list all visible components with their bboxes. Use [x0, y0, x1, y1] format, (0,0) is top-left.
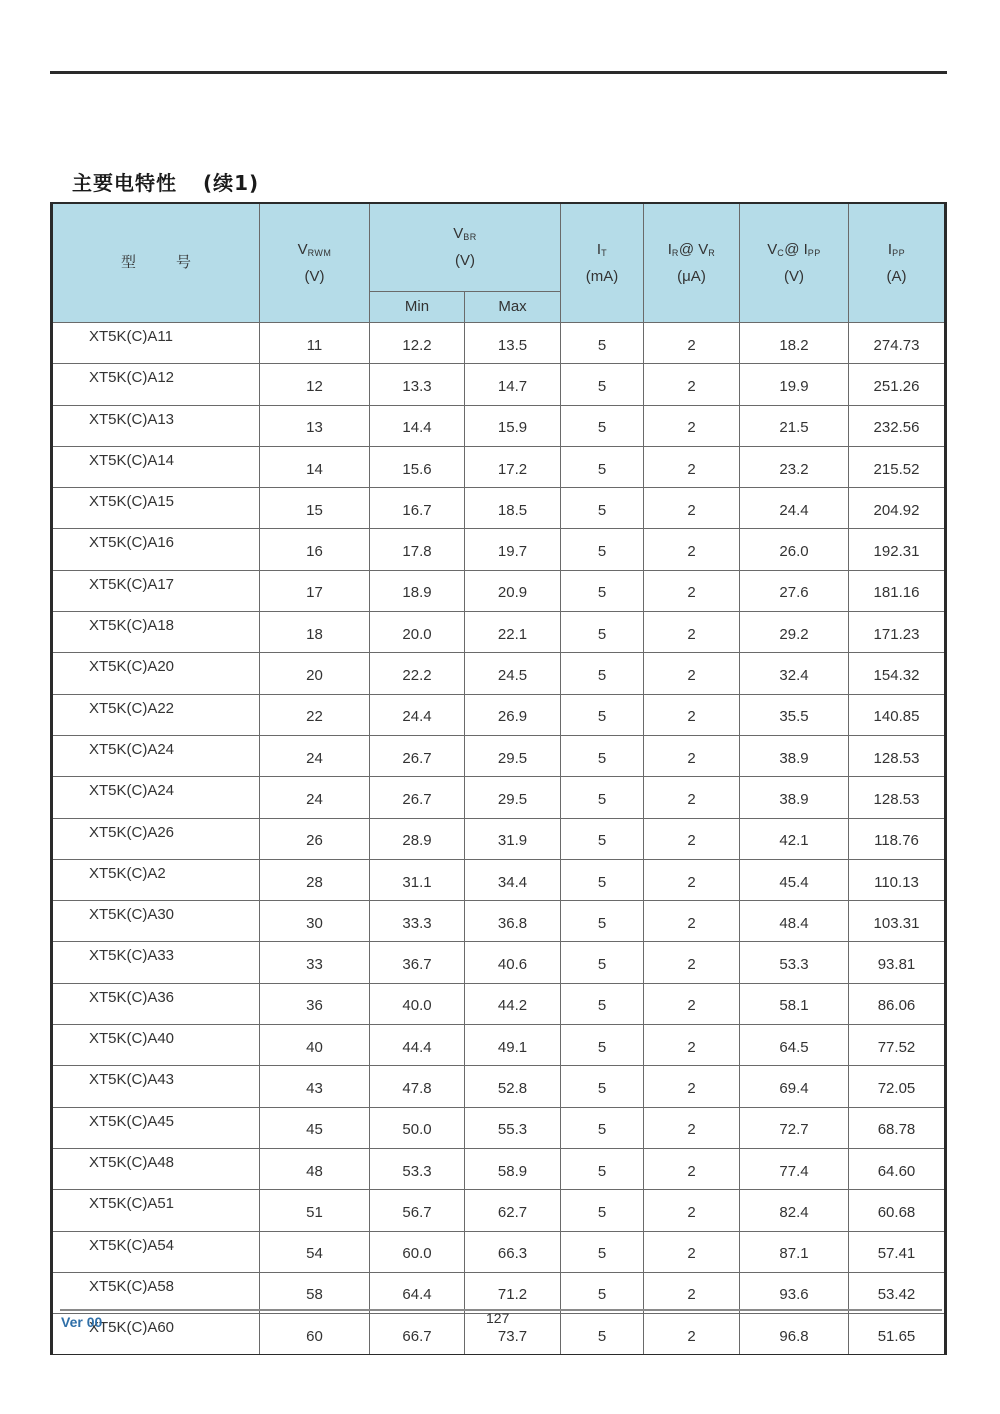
table-row [52, 1231, 946, 1272]
cell-model: XT5K(C)A20 [52, 653, 260, 694]
cell-vc: 42.1 [740, 818, 849, 859]
cell-ipp: 204.92 [849, 488, 946, 529]
cell-vc: 72.7 [740, 1107, 849, 1148]
cell-vbr-min: 44.4 [370, 1025, 465, 1066]
cell-it: 5 [561, 1107, 644, 1148]
cell-vrwm: 16 [260, 529, 370, 570]
cell-vc: 82.4 [740, 1190, 849, 1231]
table-header [52, 203, 946, 323]
cell-it: 5 [561, 694, 644, 735]
cell-vc: 27.6 [740, 570, 849, 611]
header-vc: $V_C@$ $I_{PP}$ (V) [740, 203, 849, 323]
cell-vc: 96.8 [740, 1314, 849, 1355]
cell-ir: 2 [644, 983, 740, 1024]
cell-it: 5 [561, 653, 644, 694]
cell-vrwm: 17 [260, 570, 370, 611]
cell-vc: 48.4 [740, 901, 849, 942]
cell-vbr-max: 22.1 [465, 612, 561, 653]
cell-vbr-min: 64.4 [370, 1272, 465, 1313]
cell-vbr-min: 22.2 [370, 653, 465, 694]
cell-vc: 21.5 [740, 405, 849, 446]
cell-vc: 23.2 [740, 446, 849, 487]
cell-model: XT5K(C)A26 [52, 818, 260, 859]
cell-vrwm: 48 [260, 1148, 370, 1189]
cell-ir: 2 [644, 1272, 740, 1313]
cell-ipp: 64.60 [849, 1148, 946, 1189]
cell-vbr-min: 15.6 [370, 446, 465, 487]
table-row [52, 1190, 946, 1231]
cell-ir: 2 [644, 570, 740, 611]
cell-ipp: 72.05 [849, 1066, 946, 1107]
cell-model: XT5K(C)A11 [52, 323, 260, 364]
cell-ipp: 77.52 [849, 1025, 946, 1066]
cell-model: XT5K(C)A18 [52, 612, 260, 653]
cell-vrwm: 45 [260, 1107, 370, 1148]
cell-vbr-min: 47.8 [370, 1066, 465, 1107]
cell-vrwm: 40 [260, 1025, 370, 1066]
cell-it: 5 [561, 735, 644, 776]
cell-ir: 2 [644, 405, 740, 446]
header-vbr: $V_{BR}$ (V) [370, 203, 561, 292]
cell-ipp: 86.06 [849, 983, 946, 1024]
header-vbr-min: Min [370, 292, 465, 323]
cell-vbr-max: 24.5 [465, 653, 561, 694]
cell-model: XT5K(C)A24 [52, 777, 260, 818]
table-row [52, 818, 946, 859]
cell-model: XT5K(C)A12 [52, 364, 260, 405]
cell-it: 5 [561, 859, 644, 900]
cell-vc: 69.4 [740, 1066, 849, 1107]
cell-ir: 2 [644, 446, 740, 487]
cell-ipp: 60.68 [849, 1190, 946, 1231]
cell-model: XT5K(C)A40 [52, 1025, 260, 1066]
cell-vc: 45.4 [740, 859, 849, 900]
cell-vbr-max: 29.5 [465, 777, 561, 818]
cell-vbr-min: 24.4 [370, 694, 465, 735]
cell-vbr-min: 12.2 [370, 323, 465, 364]
table-row [52, 1272, 946, 1313]
cell-vbr-min: 40.0 [370, 983, 465, 1024]
cell-model: XT5K(C)A48 [52, 1148, 260, 1189]
cell-vc: 32.4 [740, 653, 849, 694]
cell-it: 5 [561, 529, 644, 570]
cell-ipp: 68.78 [849, 1107, 946, 1148]
cell-ir: 2 [644, 364, 740, 405]
cell-it: 5 [561, 570, 644, 611]
cell-model: XT5K(C)A2 [52, 859, 260, 900]
table-row [52, 694, 946, 735]
cell-ipp: 140.85 [849, 694, 946, 735]
header-vbr-max: Max [465, 292, 561, 323]
cell-vbr-max: 26.9 [465, 694, 561, 735]
cell-ir: 2 [644, 653, 740, 694]
cell-ir: 2 [644, 1148, 740, 1189]
cell-ir: 2 [644, 735, 740, 776]
cell-vrwm: 22 [260, 694, 370, 735]
cell-ir: 2 [644, 1066, 740, 1107]
cell-vbr-min: 18.9 [370, 570, 465, 611]
cell-ipp: 53.42 [849, 1272, 946, 1313]
cell-ipp: 57.41 [849, 1231, 946, 1272]
cell-vbr-min: 17.8 [370, 529, 465, 570]
cell-vrwm: 43 [260, 1066, 370, 1107]
table-row [52, 323, 946, 364]
cell-vc: 18.2 [740, 323, 849, 364]
cell-it: 5 [561, 901, 644, 942]
cell-vbr-max: 66.3 [465, 1231, 561, 1272]
cell-it: 5 [561, 1148, 644, 1189]
cell-ir: 2 [644, 901, 740, 942]
cell-ir: 2 [644, 488, 740, 529]
cell-ir: 2 [644, 1025, 740, 1066]
cell-ipp: 181.16 [849, 570, 946, 611]
cell-ipp: 171.23 [849, 612, 946, 653]
section-title-continued: (续1) [203, 171, 260, 195]
cell-vbr-min: 26.7 [370, 777, 465, 818]
cell-vbr-max: 55.3 [465, 1107, 561, 1148]
cell-vrwm: 15 [260, 488, 370, 529]
cell-ipp: 251.26 [849, 364, 946, 405]
cell-vc: 53.3 [740, 942, 849, 983]
cell-ipp: 128.53 [849, 735, 946, 776]
cell-ipp: 103.31 [849, 901, 946, 942]
cell-vbr-max: 20.9 [465, 570, 561, 611]
cell-model: XT5K(C)A30 [52, 901, 260, 942]
cell-vrwm: 11 [260, 323, 370, 364]
cell-model: XT5K(C)A22 [52, 694, 260, 735]
cell-vbr-max: 31.9 [465, 818, 561, 859]
cell-ir: 2 [644, 859, 740, 900]
header-it: $I_T$ (mA) [561, 203, 644, 323]
cell-ir: 2 [644, 942, 740, 983]
cell-vrwm: 54 [260, 1231, 370, 1272]
cell-vbr-max: 36.8 [465, 901, 561, 942]
cell-vbr-min: 66.7 [370, 1314, 465, 1355]
cell-model: XT5K(C)A24 [52, 735, 260, 776]
cell-model: XT5K(C)A16 [52, 529, 260, 570]
cell-vbr-max: 14.7 [465, 364, 561, 405]
cell-it: 5 [561, 364, 644, 405]
cell-ipp: 274.73 [849, 323, 946, 364]
cell-model: XT5K(C)A13 [52, 405, 260, 446]
header-ir: $I_R@$ $V_R$ (μA) [644, 203, 740, 323]
cell-vrwm: 13 [260, 405, 370, 446]
cell-it: 5 [561, 777, 644, 818]
cell-vrwm: 28 [260, 859, 370, 900]
cell-model: XT5K(C)A33 [52, 942, 260, 983]
cell-ir: 2 [644, 694, 740, 735]
table-row [52, 570, 946, 611]
cell-vbr-min: 16.7 [370, 488, 465, 529]
cell-vbr-max: 40.6 [465, 942, 561, 983]
cell-vbr-min: 31.1 [370, 859, 465, 900]
cell-it: 5 [561, 1231, 644, 1272]
cell-vrwm: 14 [260, 446, 370, 487]
cell-model: XT5K(C)A60 [52, 1314, 260, 1355]
cell-it: 5 [561, 1272, 644, 1313]
cell-vc: 24.4 [740, 488, 849, 529]
cell-vc: 35.5 [740, 694, 849, 735]
table-row [52, 1066, 946, 1107]
cell-vrwm: 26 [260, 818, 370, 859]
cell-it: 5 [561, 323, 644, 364]
cell-ipp: 118.76 [849, 818, 946, 859]
cell-it: 5 [561, 1190, 644, 1231]
table-row [52, 529, 946, 570]
cell-vbr-min: 53.3 [370, 1148, 465, 1189]
cell-vbr-max: 34.4 [465, 859, 561, 900]
cell-it: 5 [561, 488, 644, 529]
cell-vbr-max: 44.2 [465, 983, 561, 1024]
cell-ipp: 110.13 [849, 859, 946, 900]
cell-vbr-min: 33.3 [370, 901, 465, 942]
cell-vbr-min: 60.0 [370, 1231, 465, 1272]
cell-vc: 93.6 [740, 1272, 849, 1313]
cell-vrwm: 33 [260, 942, 370, 983]
cell-model: XT5K(C)A14 [52, 446, 260, 487]
cell-vc: 87.1 [740, 1231, 849, 1272]
cell-vbr-max: 18.5 [465, 488, 561, 529]
cell-ir: 2 [644, 529, 740, 570]
cell-vc: 26.0 [740, 529, 849, 570]
page-number: 127 [486, 1310, 510, 1326]
cell-vrwm: 30 [260, 901, 370, 942]
cell-vbr-min: 26.7 [370, 735, 465, 776]
cell-ir: 2 [644, 323, 740, 364]
cell-ipp: 232.56 [849, 405, 946, 446]
cell-vrwm: 60 [260, 1314, 370, 1355]
cell-it: 5 [561, 983, 644, 1024]
cell-vc: 58.1 [740, 983, 849, 1024]
cell-it: 5 [561, 942, 644, 983]
cell-vrwm: 24 [260, 777, 370, 818]
table-row [52, 983, 946, 1024]
cell-ipp: 215.52 [849, 446, 946, 487]
cell-vrwm: 58 [260, 1272, 370, 1313]
table-row [52, 653, 946, 694]
cell-vrwm: 24 [260, 735, 370, 776]
cell-vrwm: 20 [260, 653, 370, 694]
cell-ipp: 51.65 [849, 1314, 946, 1355]
cell-vbr-min: 13.3 [370, 364, 465, 405]
cell-vc: 77.4 [740, 1148, 849, 1189]
cell-vbr-max: 62.7 [465, 1190, 561, 1231]
cell-vbr-max: 19.7 [465, 529, 561, 570]
cell-vc: 64.5 [740, 1025, 849, 1066]
cell-model: XT5K(C)A43 [52, 1066, 260, 1107]
cell-ir: 2 [644, 1190, 740, 1231]
table-row [52, 488, 946, 529]
table-row [52, 364, 946, 405]
cell-vbr-min: 20.0 [370, 612, 465, 653]
cell-it: 5 [561, 1025, 644, 1066]
table-row [52, 901, 946, 942]
table-row [52, 777, 946, 818]
cell-ir: 2 [644, 777, 740, 818]
cell-model: XT5K(C)A54 [52, 1231, 260, 1272]
version-label: Ver 00 [61, 1314, 103, 1330]
cell-model: XT5K(C)A17 [52, 570, 260, 611]
cell-vc: 38.9 [740, 735, 849, 776]
cell-it: 5 [561, 818, 644, 859]
cell-vbr-max: 73.7 [465, 1314, 561, 1355]
cell-model: XT5K(C)A15 [52, 488, 260, 529]
table-row [52, 735, 946, 776]
cell-ir: 2 [644, 818, 740, 859]
table-row [52, 446, 946, 487]
table-body [52, 323, 946, 1355]
header-vrwm: $V_{RWM}$ (V) [260, 203, 370, 323]
table-row [52, 1148, 946, 1189]
cell-model: XT5K(C)A36 [52, 983, 260, 1024]
cell-vrwm: 36 [260, 983, 370, 1024]
cell-it: 5 [561, 1314, 644, 1355]
cell-ipp: 154.32 [849, 653, 946, 694]
section-title [72, 167, 259, 196]
cell-vrwm: 51 [260, 1190, 370, 1231]
cell-vbr-min: 28.9 [370, 818, 465, 859]
electrical-characteristics-table [50, 202, 947, 1355]
cell-it: 5 [561, 1066, 644, 1107]
table-row [52, 612, 946, 653]
cell-it: 5 [561, 405, 644, 446]
cell-ipp: 128.53 [849, 777, 946, 818]
table-row [52, 405, 946, 446]
cell-vbr-max: 58.9 [465, 1148, 561, 1189]
cell-ir: 2 [644, 1107, 740, 1148]
top-divider [50, 71, 947, 74]
cell-vbr-min: 36.7 [370, 942, 465, 983]
table-row [52, 859, 946, 900]
cell-model: XT5K(C)A45 [52, 1107, 260, 1148]
table-row [52, 942, 946, 983]
header-ipp: $I_{PP}$ (A) [849, 203, 946, 323]
cell-vc: 38.9 [740, 777, 849, 818]
cell-vbr-max: 29.5 [465, 735, 561, 776]
header-model: 型号 [52, 203, 260, 323]
cell-vc: 19.9 [740, 364, 849, 405]
cell-vrwm: 12 [260, 364, 370, 405]
cell-ir: 2 [644, 1231, 740, 1272]
cell-vbr-min: 56.7 [370, 1190, 465, 1231]
cell-vbr-max: 13.5 [465, 323, 561, 364]
section-title-text: 主要电特性 [72, 171, 177, 195]
cell-model: XT5K(C)A58 [52, 1272, 260, 1313]
cell-vbr-min: 14.4 [370, 405, 465, 446]
cell-ipp: 93.81 [849, 942, 946, 983]
cell-vbr-max: 17.2 [465, 446, 561, 487]
cell-vc: 29.2 [740, 612, 849, 653]
cell-vbr-max: 71.2 [465, 1272, 561, 1313]
cell-it: 5 [561, 612, 644, 653]
table-row [52, 1025, 946, 1066]
cell-it: 5 [561, 446, 644, 487]
cell-ir: 2 [644, 1314, 740, 1355]
cell-vbr-max: 49.1 [465, 1025, 561, 1066]
table-row [52, 1107, 946, 1148]
cell-vrwm: 18 [260, 612, 370, 653]
cell-vbr-min: 50.0 [370, 1107, 465, 1148]
cell-ipp: 192.31 [849, 529, 946, 570]
cell-vbr-max: 15.9 [465, 405, 561, 446]
cell-vbr-max: 52.8 [465, 1066, 561, 1107]
cell-model: XT5K(C)A51 [52, 1190, 260, 1231]
cell-ir: 2 [644, 612, 740, 653]
